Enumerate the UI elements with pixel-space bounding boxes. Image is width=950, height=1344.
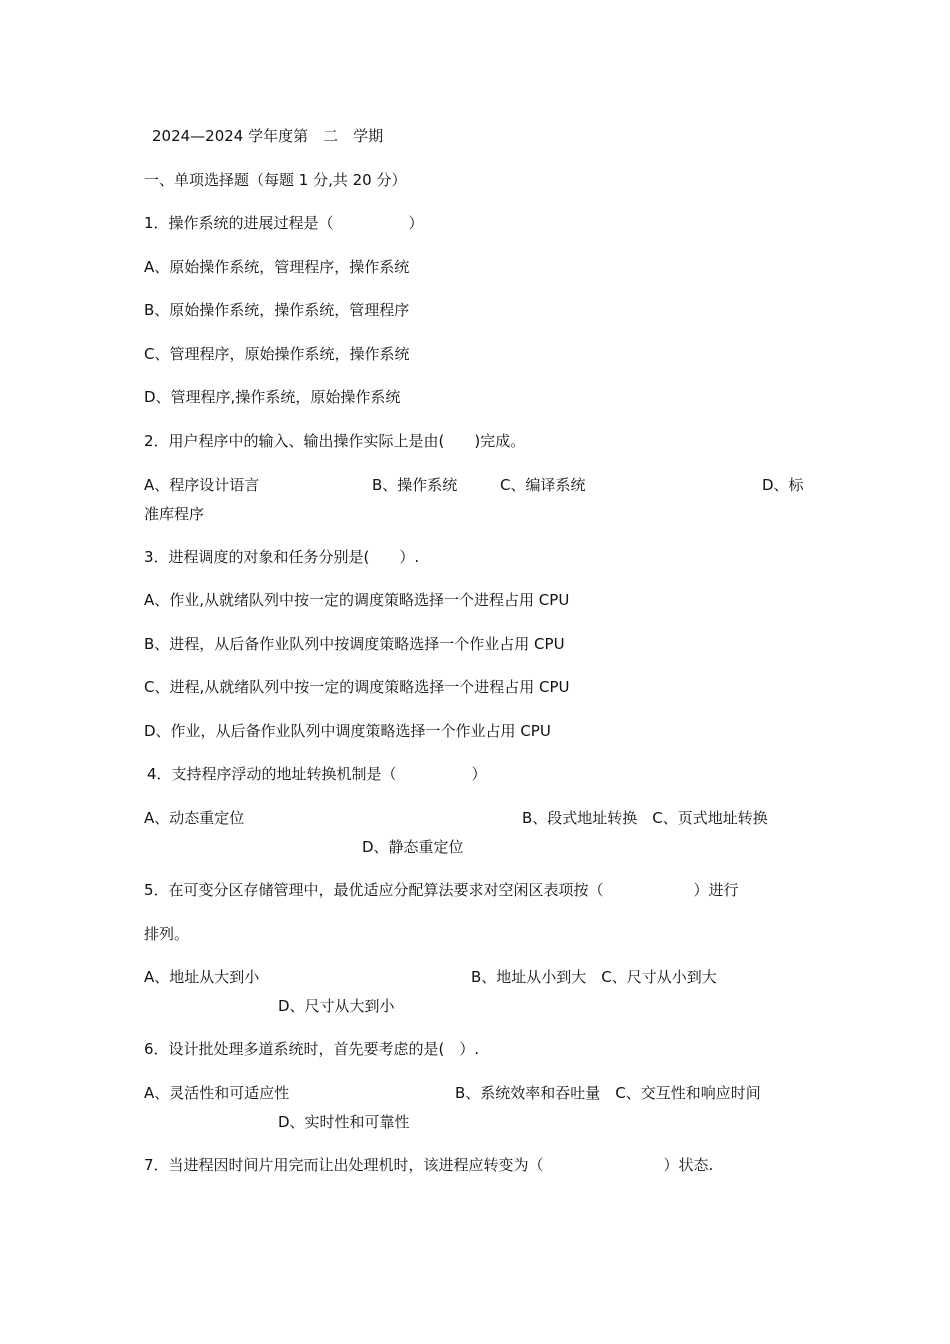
question-2-option-d: D、标 bbox=[762, 476, 804, 494]
question-7-stem: 7．当进程因时间片用完而让出处理机时，该进程应转变为（ ）状态. bbox=[144, 1156, 714, 1174]
section-title: 一、单项选择题（每题 1 分,共 20 分） bbox=[144, 171, 407, 189]
question-3-option-b: B、进程，从后备作业队列中按调度策略选择一个作业占用 CPU bbox=[144, 635, 565, 653]
question-5-option-a: A、地址从大到小 bbox=[144, 968, 260, 986]
question-3-option-a: A、作业,从就绪队列中按一定的调度策略选择一个进程占用 CPU bbox=[144, 591, 570, 609]
question-4-option-bc: B、段式地址转换 C、页式地址转换 bbox=[522, 809, 768, 827]
question-3-option-d: D、作业，从后备作业队列中调度策略选择一个作业占用 CPU bbox=[144, 722, 551, 740]
question-4-stem: 4．支持程序浮动的地址转换机制是（ ） bbox=[147, 765, 487, 783]
question-4-option-d: D、静态重定位 bbox=[362, 838, 464, 856]
question-1-option-b: B、原始操作系统，操作系统，管理程序 bbox=[144, 301, 410, 319]
question-1-option-a: A、原始操作系统，管理程序，操作系统 bbox=[144, 258, 410, 276]
question-5-option-d: D、尺寸从大到小 bbox=[278, 997, 395, 1015]
question-6-stem: 6．设计批处理多道系统时，首先要考虑的是( ）. bbox=[144, 1040, 480, 1058]
question-6-option-bc: B、系统效率和吞吐量 C、交互性和响应时间 bbox=[455, 1084, 761, 1102]
question-6-option-d: D、实时性和可靠性 bbox=[278, 1113, 410, 1131]
question-3-stem: 3．进程调度的对象和任务分别是( ）. bbox=[144, 548, 420, 566]
question-6-option-a: A、灵活性和可适应性 bbox=[144, 1084, 290, 1102]
question-2-option-a: A、程序设计语言 bbox=[144, 476, 260, 494]
question-1-option-d: D、管理程序,操作系统，原始操作系统 bbox=[144, 388, 401, 406]
question-2-option-d-cont: 准库程序 bbox=[144, 505, 205, 523]
question-3-option-c: C、进程,从就绪队列中按一定的调度策略选择一个进程占用 CPU bbox=[144, 678, 570, 696]
question-5-option-bc: B、地址从小到大 C、尺寸从小到大 bbox=[471, 968, 717, 986]
question-1-stem: 1．操作系统的进展过程是（ ） bbox=[144, 214, 424, 232]
question-2-option-c: C、编译系统 bbox=[500, 476, 586, 494]
question-1-option-c: C、管理程序，原始操作系统，操作系统 bbox=[144, 345, 410, 363]
question-5-stem: 5．在可变分区存储管理中，最优适应分配算法要求对空闲区表项按（ ）进行 bbox=[144, 881, 739, 899]
question-4-option-a: A、动态重定位 bbox=[144, 809, 245, 827]
question-2-stem: 2．用户程序中的输入、输出操作实际上是由( )完成。 bbox=[144, 432, 526, 450]
semester-header: 2024—2024 学年度第 二 学期 bbox=[152, 127, 384, 145]
question-2-option-b: B、操作系统 bbox=[372, 476, 458, 494]
question-5-stem-cont: 排列。 bbox=[144, 925, 190, 943]
